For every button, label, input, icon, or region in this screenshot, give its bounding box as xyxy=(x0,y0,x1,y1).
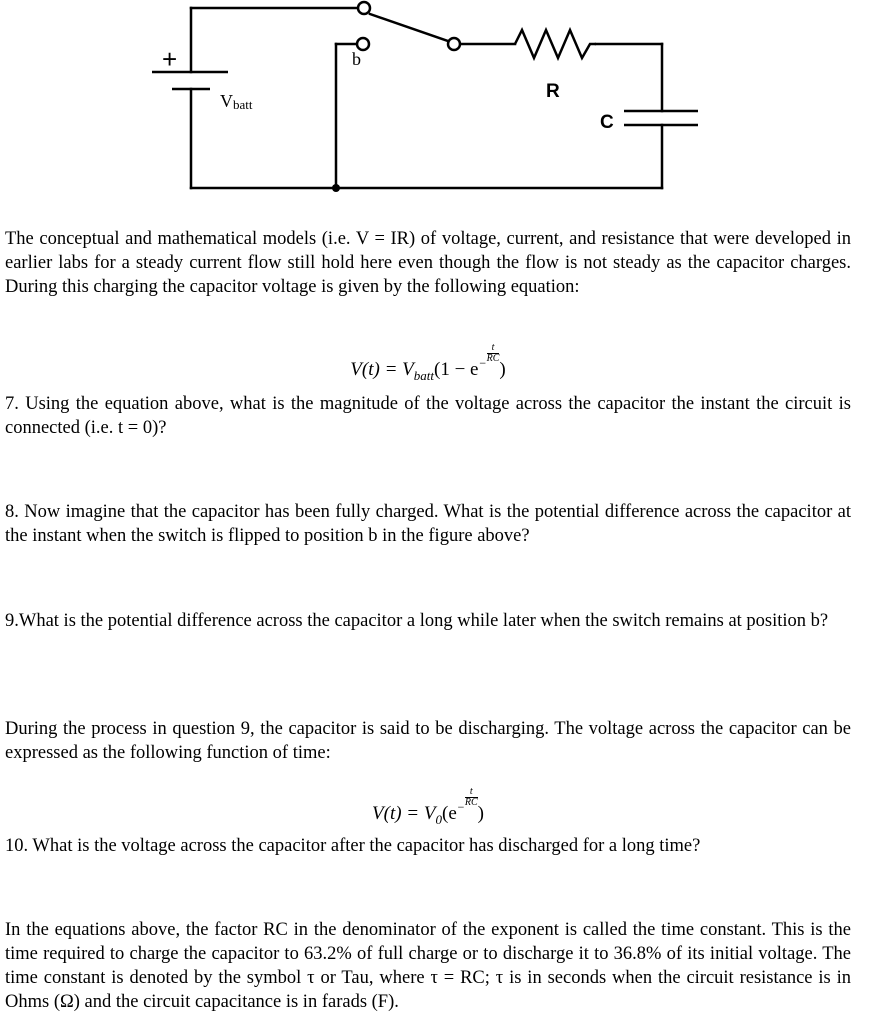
junction-dot xyxy=(332,184,340,192)
charging-equation: $V(t) = V_{batt}(1 - e^{- \frac{t}{RC}}$ ) xyxy=(350,342,506,383)
battery-label: Vbatt xyxy=(220,91,253,112)
battery-plus-sign: + xyxy=(162,44,178,74)
switch-pivot xyxy=(448,38,460,50)
question-8: 8. Now imagine that the capacitor has been fully charged. What is the potential difference across the capacitor at the instant when the switch is flipped to position b in the figure above? xyxy=(5,502,851,546)
time-constant-paragraph: In the equations above, the factor RC in the denominator of the exponent is called the time constant. This is the time required to charge the capacitor to 63.2% of full charge or to discharge it to 36.8% of its initial voltage. The time constant is denoted by the symbol τ or Tau, where τ = RC; τ is in seconds when the circuit resistance is in Ohms (Ω) and the circuit capacitance is in farads (F). xyxy=(5,920,851,1012)
discharging-equation: $V(t) = V_0(e^{- \frac{t}{RC}}$ ) xyxy=(372,786,484,827)
resistor-symbol xyxy=(515,30,596,58)
battery-label-sub: batt xyxy=(233,97,253,112)
question-7: 7. Using the equation above, what is the magnitude of the voltage across the capacitor the instant the circuit is connected (i.e. t = 0)? xyxy=(5,394,851,438)
intro-paragraph: The conceptual and mathematical models (i.e. V = IR) of voltage, current, and resistance that were developed in earlier labs for a steady current flow still hold here even though the flow is not steady as the capacitor charges. During this charging the capacitor voltage is given by the following equation: xyxy=(5,229,851,297)
question-9: 9.What is the potential difference across the capacitor a long while later when the switch remains at position b? xyxy=(5,611,829,631)
resistor-label: R xyxy=(546,81,560,102)
circuit-diagram xyxy=(0,0,888,200)
switch-terminal-a xyxy=(358,2,370,14)
discharge-paragraph: During the process in question 9, the capacitor is said to be discharging. The voltage across the capacitor can be expressed as the following function of time: xyxy=(5,719,851,763)
capacitor-label: C xyxy=(600,112,614,133)
switch-b-label: b xyxy=(352,49,361,69)
question-10: 10. What is the voltage across the capacitor after the capacitor has discharged for a long time? xyxy=(5,836,701,856)
